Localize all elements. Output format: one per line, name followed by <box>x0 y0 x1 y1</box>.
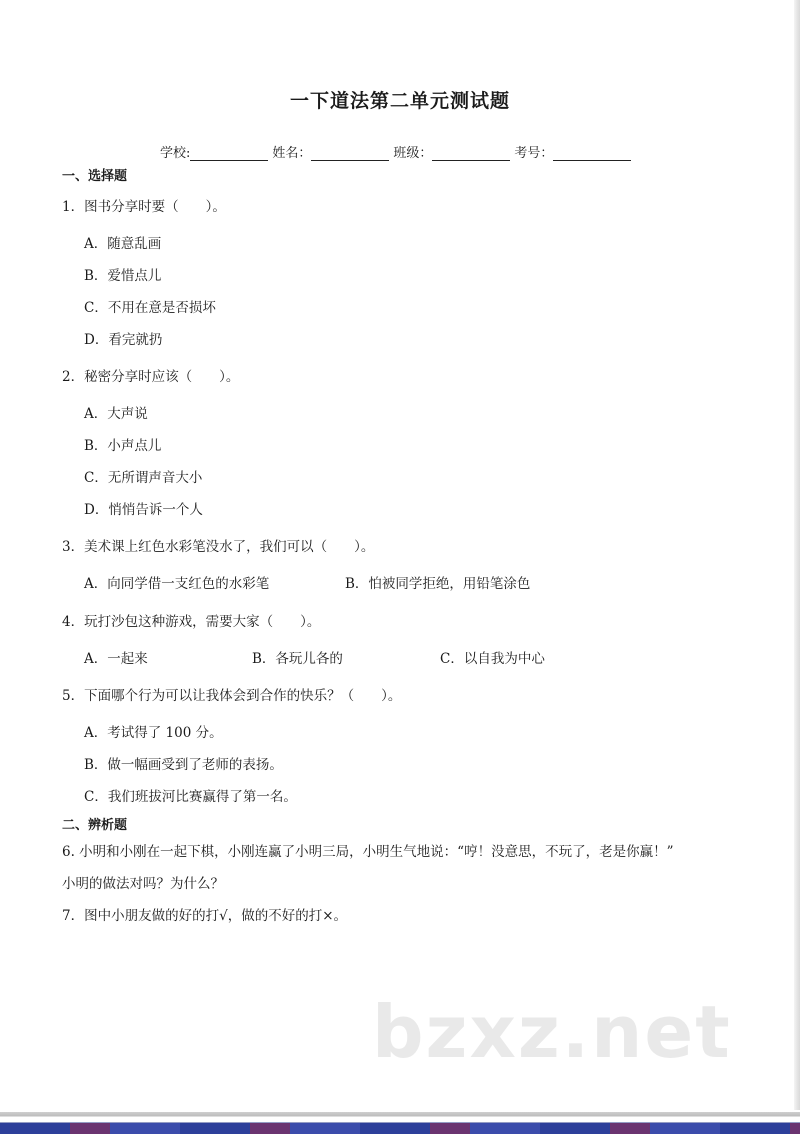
q5-option-a: A．考试得了 100 分。 <box>84 725 223 741</box>
bottom-taskbar-strip <box>0 1112 800 1134</box>
question-3: 3．美术课上红色水彩笔没水了，我们可以（ ）。 <box>62 539 375 555</box>
q5-option-b: B．做一幅画受到了老师的表扬。 <box>84 757 283 773</box>
q4-option-c: C．以自我为中心 <box>440 651 545 667</box>
exam-number-blank <box>553 146 631 161</box>
watermark-text: bzxz.net <box>372 990 732 1074</box>
q4-option-a: A．一起来 <box>84 651 148 667</box>
school-label: 学校: <box>160 146 191 161</box>
page-edge-shadow <box>794 0 800 1110</box>
page-title: 一下道法第二单元测试题 <box>289 90 510 112</box>
question-7: 7．图中小朋友做的好的打√，做的不好的打×。 <box>62 908 348 924</box>
q3-option-b: B．怕被同学拒绝，用铅笔涂色 <box>345 576 531 592</box>
q2-option-d: D．悄悄告诉一个人 <box>84 502 203 518</box>
question-6-line-2: 小明的做法对吗？为什么？ <box>62 876 224 892</box>
q2-option-c: C．无所谓声音大小 <box>84 470 203 486</box>
section-choice-heading: 一、选择题 <box>62 169 128 184</box>
q4-option-b: B．各玩儿各的 <box>252 651 343 667</box>
q1-option-b: B．爱惜点儿 <box>84 268 162 284</box>
q2-option-a: A．大声说 <box>84 406 148 422</box>
exam-number-label: 考号： <box>514 146 554 161</box>
name-blank <box>311 146 389 161</box>
section-judge-heading: 二、辨析题 <box>62 818 128 833</box>
question-1: 1．图书分享时要（ ）。 <box>62 199 226 215</box>
name-label: 姓名： <box>272 146 312 161</box>
q5-option-c: C．我们班拔河比赛赢得了第一名。 <box>84 789 297 805</box>
q2-option-b: B．小声点儿 <box>84 438 162 454</box>
q3-option-a: A．向同学借一支红色的水彩笔 <box>84 576 270 592</box>
class-label: 班级： <box>393 146 433 161</box>
question-4: 4．玩打沙包这种游戏，需要大家（ ）。 <box>62 614 321 630</box>
class-blank <box>432 146 510 161</box>
question-2: 2．秘密分享时应该（ ）。 <box>62 369 240 385</box>
school-blank <box>190 146 268 161</box>
student-info-row <box>160 142 635 161</box>
question-5: 5．下面哪个行为可以让我体会到合作的快乐？（ ）。 <box>62 688 402 704</box>
q1-option-a: A．随意乱画 <box>84 236 162 252</box>
q1-option-d: D．看完就扔 <box>84 332 163 348</box>
q1-option-c: C．不用在意是否损坏 <box>84 300 216 316</box>
question-6-line-1: 6. 小明和小刚在一起下棋，小刚连赢了小明三局，小明生气地说：“哼！没意思，不玩了，老是你赢！” <box>62 844 674 860</box>
taskbar-color-band <box>0 1123 800 1134</box>
